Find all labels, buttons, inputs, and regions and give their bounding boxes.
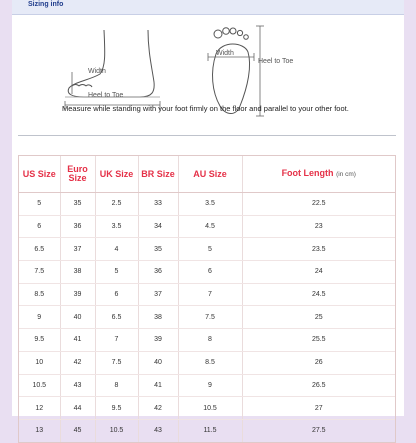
cell-uk-size: 10.5 — [95, 419, 138, 441]
sole-foot-icon — [208, 26, 264, 116]
cell-br-size: 34 — [138, 215, 178, 238]
cell-uk-size: 3.5 — [95, 215, 138, 238]
cell-uk-size: 8 — [95, 374, 138, 397]
cell-au-size: 4.5 — [178, 215, 242, 238]
cell-us-size: 12 — [19, 397, 60, 420]
section-title: Sizing info — [28, 1, 64, 8]
col-foot-length-unit: (in cm) — [336, 171, 356, 178]
cell-us-size: 9 — [19, 306, 60, 329]
cell-euro-size: 39 — [60, 283, 95, 306]
cell-foot-length: 22.5 — [242, 193, 395, 216]
cell-euro-size: 36 — [60, 215, 95, 238]
cell-us-size: 6.5 — [19, 238, 60, 261]
col-us-size: US Size — [19, 156, 60, 193]
cell-au-size: 9 — [178, 374, 242, 397]
cell-euro-size: 37 — [60, 238, 95, 261]
cell-us-size: 9.5 — [19, 329, 60, 352]
cell-us-size: 6 — [19, 215, 60, 238]
cell-au-size: 8.5 — [178, 351, 242, 374]
size-chart-table — [18, 155, 396, 443]
cell-uk-size: 6 — [95, 283, 138, 306]
cell-us-size: 13 — [19, 419, 60, 441]
cell-br-size: 35 — [138, 238, 178, 261]
cell-br-size: 38 — [138, 306, 178, 329]
col-br-size: BR Size — [138, 156, 178, 193]
col-euro-size — [60, 156, 95, 193]
cell-foot-length: 27 — [242, 397, 395, 420]
cell-euro-size: 41 — [60, 329, 95, 352]
cell-euro-size: 38 — [60, 261, 95, 284]
table-row — [19, 215, 395, 238]
table-row — [19, 283, 395, 306]
cell-br-size: 41 — [138, 374, 178, 397]
measurement-instruction: Measure while standing with your foot firmly on the floor and parallel to your other foot. — [62, 104, 349, 113]
col-euro-line1: Euro — [67, 164, 88, 174]
cell-us-size: 10.5 — [19, 374, 60, 397]
cell-br-size: 37 — [138, 283, 178, 306]
cell-uk-size: 4 — [95, 238, 138, 261]
cell-uk-size: 7.5 — [95, 351, 138, 374]
cell-au-size: 11.5 — [178, 419, 242, 441]
cell-foot-length: 26.5 — [242, 374, 395, 397]
cell-uk-size: 6.5 — [95, 306, 138, 329]
cell-foot-length: 25.5 — [242, 329, 395, 352]
cell-foot-length: 23.5 — [242, 238, 395, 261]
table-row — [19, 261, 395, 284]
cell-br-size: 33 — [138, 193, 178, 216]
cell-us-size: 10 — [19, 351, 60, 374]
col-foot-length-label: Foot Length — [281, 168, 334, 178]
cell-euro-size: 35 — [60, 193, 95, 216]
cell-au-size: 6 — [178, 261, 242, 284]
cell-foot-length: 24.5 — [242, 283, 395, 306]
cell-au-size: 7 — [178, 283, 242, 306]
section-divider — [18, 135, 396, 136]
sole-heel-to-toe-label: Heel to Toe — [258, 58, 294, 65]
cell-euro-size: 40 — [60, 306, 95, 329]
section-header — [12, 0, 404, 15]
side-heel-to-toe-label: Heel to Toe — [88, 92, 124, 99]
cell-uk-size: 5 — [95, 261, 138, 284]
cell-euro-size: 42 — [60, 351, 95, 374]
cell-foot-length: 26 — [242, 351, 395, 374]
table-row — [19, 329, 395, 352]
cell-euro-size: 44 — [60, 397, 95, 420]
cell-us-size: 8.5 — [19, 283, 60, 306]
cell-au-size: 3.5 — [178, 193, 242, 216]
sole-width-label: Width — [216, 50, 234, 57]
cell-au-size: 8 — [178, 329, 242, 352]
table-row — [19, 374, 395, 397]
cell-foot-length: 27.5 — [311, 427, 326, 435]
table-row — [19, 306, 395, 329]
cell-br-size: 42 — [138, 397, 178, 420]
col-euro-line2: Size — [68, 173, 87, 183]
cell-us-size: 7.5 — [19, 261, 60, 284]
cell-au-size: 5 — [178, 238, 242, 261]
cell-foot-length: 24 — [242, 261, 395, 284]
col-au-size: AU Size — [178, 156, 242, 193]
table-row — [19, 351, 395, 374]
table-row — [19, 193, 395, 216]
cell-br-size: 36 — [138, 261, 178, 284]
cell-uk-size: 2.5 — [95, 193, 138, 216]
cell-euro-size: 45 — [60, 419, 95, 441]
cell-br-size: 43 — [138, 419, 178, 441]
cell-au-size: 10.5 — [178, 397, 242, 420]
table-row — [19, 238, 395, 261]
side-width-label: Width — [88, 68, 106, 75]
cell-br-size: 39 — [138, 329, 178, 352]
cell-uk-size: 7 — [95, 329, 138, 352]
cell-br-size: 40 — [138, 351, 178, 374]
col-uk-size: UK Size — [95, 156, 138, 193]
cell-euro-size: 43 — [60, 374, 95, 397]
table-header-row — [19, 156, 395, 193]
cell-foot-length: 23 — [242, 215, 395, 238]
cell-us-size: 5 — [19, 193, 60, 216]
cell-foot-length: 25 — [242, 306, 395, 329]
col-foot-length — [242, 156, 395, 193]
table-row — [19, 419, 395, 441]
cell-au-size: 7.5 — [178, 306, 242, 329]
cell-uk-size: 9.5 — [95, 397, 138, 420]
